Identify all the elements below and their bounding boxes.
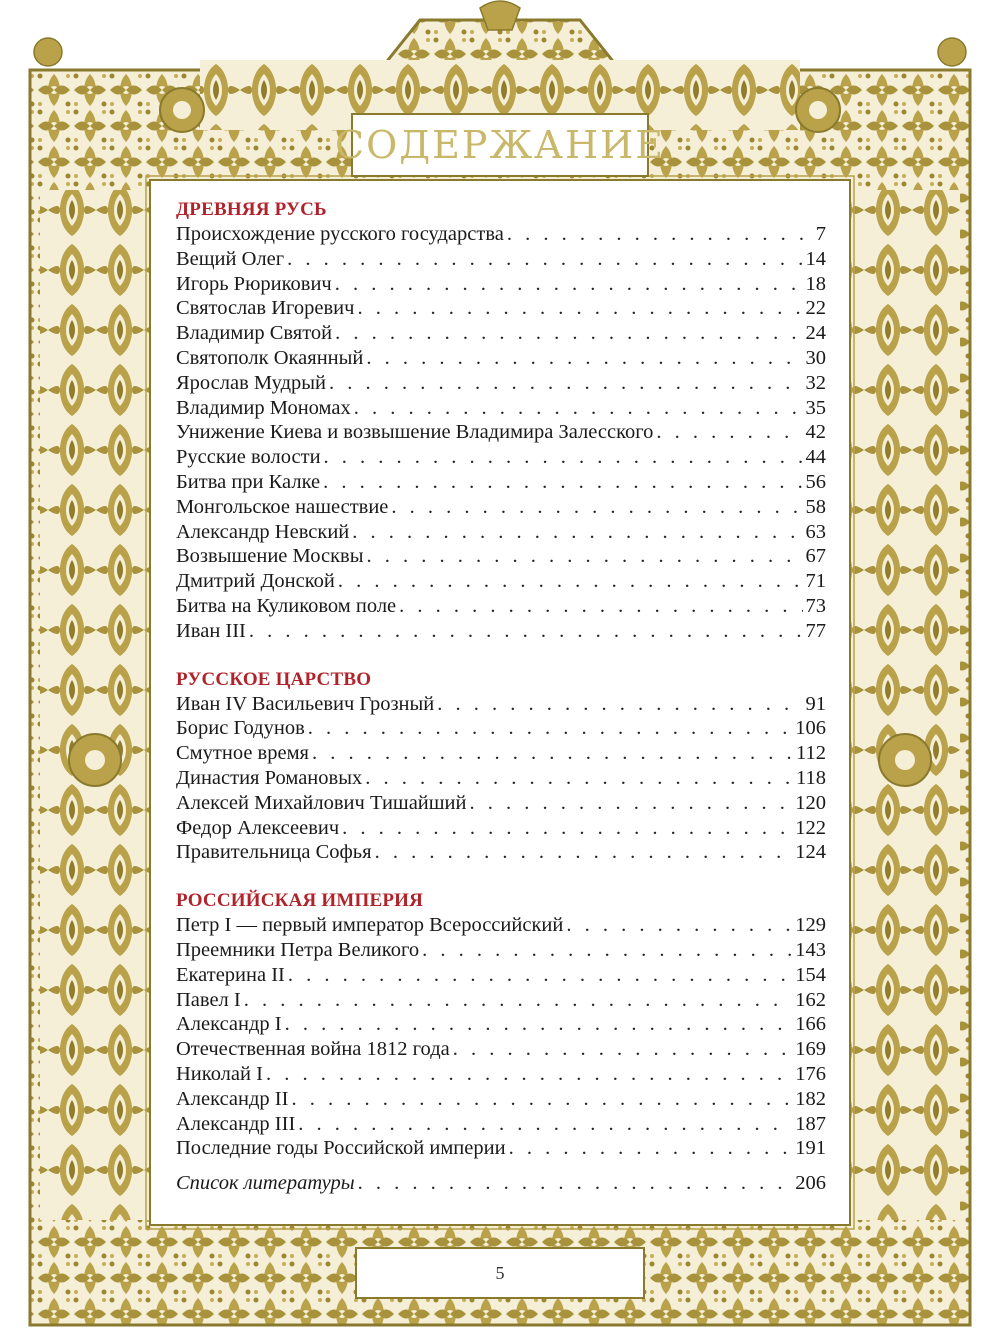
entry-title: Иван IV Васильевич Грозный (176, 692, 435, 715)
entry-page: 73 (805, 594, 826, 617)
entry-title: Петр I — первый император Всероссийский (176, 914, 564, 937)
toc-entry[interactable] (176, 420, 826, 445)
dot-leader (335, 272, 803, 297)
entry-page: 106 (795, 717, 826, 740)
entry-title: Павел I (176, 988, 241, 1011)
toc-entry[interactable] (176, 988, 826, 1013)
toc-entry[interactable] (176, 222, 826, 247)
entry-title: Отечественная война 1812 года (176, 1038, 450, 1061)
entry-title: Происхождение русского государства (176, 223, 504, 245)
toc-entry[interactable] (176, 692, 826, 717)
dot-leader (566, 913, 792, 938)
entry-title: Список литературы (176, 1172, 355, 1195)
toc-entry[interactable] (176, 1037, 826, 1062)
toc-entry[interactable] (176, 716, 826, 741)
dot-leader (509, 1136, 793, 1161)
entry-page: 35 (805, 396, 826, 419)
toc-entry[interactable] (176, 371, 826, 396)
page-number-cartouche (360, 1252, 640, 1294)
entry-title: Вещий Олег (176, 247, 285, 270)
dot-leader (285, 1012, 793, 1037)
entry-page: 24 (805, 322, 826, 345)
entry-page: 129 (795, 914, 826, 937)
toc-section-russian-empire (176, 889, 826, 1161)
entry-title: Федор Алексеевич (176, 816, 340, 839)
entry-page: 120 (795, 791, 826, 814)
toc-entry[interactable] (176, 594, 826, 619)
dot-leader (470, 791, 793, 816)
entry-page: 124 (795, 841, 826, 864)
section-title: РОССИЙСКАЯ ИМПЕРИЯ (176, 890, 424, 912)
dot-leader (291, 1087, 792, 1112)
toc-entry[interactable] (176, 840, 826, 865)
dot-leader (453, 1037, 793, 1062)
entry-page: 118 (796, 766, 826, 789)
dot-leader (335, 321, 802, 346)
dot-leader (399, 594, 802, 619)
entry-title: Иван III (176, 619, 246, 642)
entry-page: 30 (805, 346, 826, 369)
dot-leader (366, 346, 802, 371)
entry-page: 182 (795, 1087, 826, 1110)
toc-section-ancient-rus (176, 198, 826, 644)
dot-leader (656, 420, 802, 445)
toc-entry[interactable] (176, 445, 826, 470)
entry-title: Битва на Куликовом поле (176, 594, 397, 617)
entry-title: Возвышение Москвы (176, 545, 364, 568)
toc-entry[interactable] (176, 396, 826, 421)
entry-title: Монгольское нашествие (176, 495, 389, 518)
toc-entry[interactable] (176, 938, 826, 963)
entry-title: Битва при Калке (176, 470, 321, 493)
entry-page: 169 (795, 1038, 826, 1061)
dot-leader (367, 544, 803, 569)
dot-leader (437, 692, 802, 717)
toc-entry[interactable] (176, 816, 826, 841)
toc-entry[interactable] (176, 272, 826, 297)
dot-leader (329, 371, 802, 396)
entry-page: 162 (795, 988, 826, 1011)
table-of-contents (176, 198, 826, 1196)
entry-page: 7 (815, 223, 826, 245)
entry-page: 63 (805, 520, 826, 543)
dot-leader (352, 520, 802, 545)
toc-entry[interactable] (176, 247, 826, 272)
entry-title: Династия Романовых (176, 766, 363, 789)
dot-leader (288, 963, 792, 988)
dot-leader (391, 495, 802, 520)
entry-page: 77 (805, 619, 826, 642)
entry-page: 143 (795, 938, 826, 961)
toc-entry[interactable] (176, 619, 826, 644)
entry-title: Владимир Мономах (176, 396, 351, 419)
dot-leader (266, 1062, 792, 1087)
entry-title: Последние годы Российской империи (176, 1137, 506, 1160)
toc-entry[interactable] (176, 1136, 826, 1161)
entry-title: Унижение Киева и возвышение Владимира Залесского (176, 421, 654, 444)
entry-title: Смутное время (176, 742, 309, 765)
toc-entry[interactable] (176, 296, 826, 321)
dot-leader (375, 840, 793, 865)
entry-page: 122 (795, 816, 826, 839)
entry-title: Святослав Игоревич (176, 297, 355, 320)
entry-title: Игорь Рюрикович (176, 272, 332, 295)
dot-leader (324, 445, 803, 470)
entry-page: 56 (805, 470, 826, 493)
entry-page: 18 (805, 272, 826, 295)
entry-title: Святополк Окаянный (176, 346, 364, 369)
dot-leader (244, 988, 793, 1013)
dot-leader (354, 396, 803, 421)
toc-entry[interactable] (176, 1112, 826, 1137)
entry-title: Алексей Михайлович Тишайший (176, 791, 467, 814)
section-title: РУССКОЕ ЦАРСТВО (176, 668, 372, 690)
dot-leader (308, 716, 792, 741)
entry-page: 206 (795, 1172, 826, 1195)
entry-page: 42 (805, 421, 826, 444)
toc-entry[interactable] (176, 321, 826, 346)
entry-title: Владимир Святой (176, 322, 333, 345)
entry-page: 176 (795, 1062, 826, 1085)
toc-entry[interactable] (176, 520, 826, 545)
dot-leader (323, 470, 802, 495)
entry-title: Дмитрий Донской (176, 570, 335, 593)
toc-entry[interactable] (176, 791, 826, 816)
section-title: ДРЕВНЯЯ РУСЬ (176, 199, 327, 220)
toc-entry[interactable] (176, 1062, 826, 1087)
dot-leader (357, 296, 802, 321)
entry-page: 166 (795, 1013, 826, 1036)
entry-page: 22 (805, 297, 826, 320)
dot-leader (338, 569, 803, 594)
dot-leader (422, 938, 792, 963)
toc-entry[interactable] (176, 913, 826, 938)
toc-entry[interactable] (176, 495, 826, 520)
entry-page: 32 (805, 371, 826, 394)
toc-entry[interactable] (176, 569, 826, 594)
entry-title: Александр III (176, 1112, 296, 1135)
toc-entry[interactable] (176, 766, 826, 791)
entry-page: 44 (805, 446, 826, 469)
dot-leader (507, 222, 813, 247)
entry-page: 191 (795, 1137, 826, 1160)
toc-entry[interactable] (176, 346, 826, 371)
entry-page: 14 (805, 247, 826, 270)
entry-page: 154 (795, 963, 826, 986)
dot-leader (312, 741, 793, 766)
entry-page: 71 (805, 570, 826, 593)
entry-page: 187 (795, 1112, 826, 1135)
entry-title: Ярослав Мудрый (176, 371, 327, 394)
dot-leader (298, 1112, 792, 1137)
entry-title: Николай I (176, 1062, 263, 1085)
entry-page: 91 (805, 692, 826, 715)
dot-leader (249, 619, 803, 644)
page-title: СОДЕРЖАНИЕ (335, 123, 665, 167)
dot-leader (365, 766, 793, 791)
entry-title: Екатерина II (176, 963, 285, 986)
toc-entry[interactable] (176, 544, 826, 569)
page-number: 5 (495, 1262, 505, 1283)
dot-leader (287, 247, 802, 272)
entry-page: 58 (805, 495, 826, 518)
toc-entry[interactable] (176, 741, 826, 766)
entry-title: Александр I (176, 1013, 282, 1036)
toc-entry-bibliography[interactable] (176, 1171, 826, 1196)
entry-title: Борис Годунов (176, 717, 305, 740)
entry-title: Русские волости (176, 446, 321, 469)
entry-title: Правительница Софья (176, 841, 372, 864)
toc-section-russian-tsardom (176, 668, 826, 866)
toc-entry[interactable] (176, 1087, 826, 1112)
entry-page: 112 (796, 742, 826, 765)
toc-entry[interactable] (176, 1012, 826, 1037)
entry-title: Преемники Петра Великого (176, 938, 420, 961)
dot-leader (358, 1171, 793, 1196)
title-cartouche (335, 118, 665, 172)
toc-entry[interactable] (176, 963, 826, 988)
dot-leader (342, 816, 792, 841)
entry-title: Александр II (176, 1087, 289, 1110)
entry-page: 67 (805, 545, 826, 568)
toc-entry[interactable] (176, 470, 826, 495)
entry-title: Александр Невский (176, 520, 350, 543)
